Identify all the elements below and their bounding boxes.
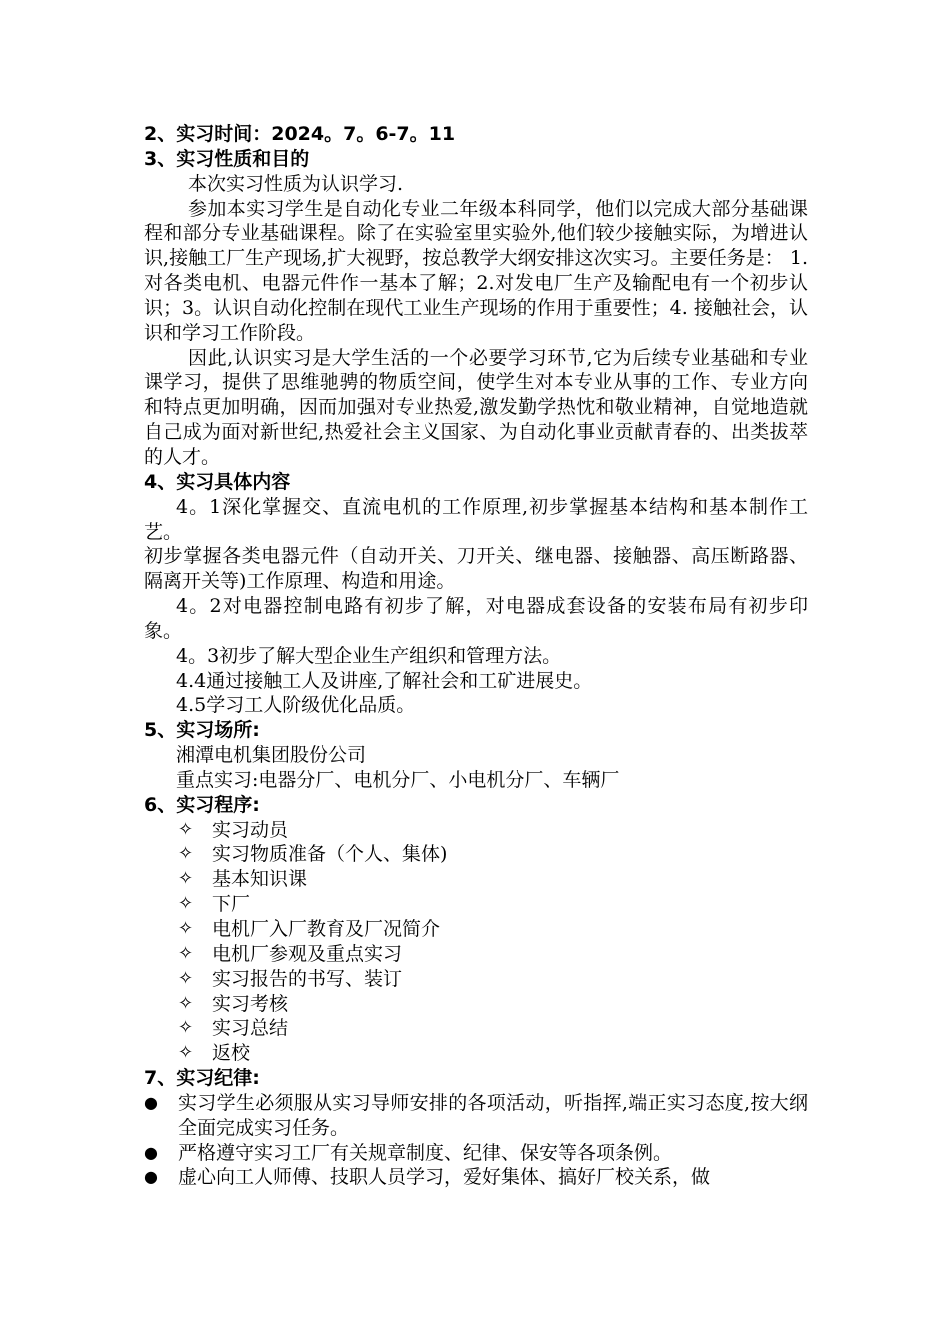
list-item xyxy=(144,1091,808,1141)
bullet-icon: ● xyxy=(144,1167,158,1187)
list-item xyxy=(144,1016,808,1041)
document-page xyxy=(144,122,808,1190)
content-item-1b: 初步掌握各类电器元件（自动开关、刀开关、继电器、接触器、高压断路器、隔离开关等)工作原理、构造和用途。 xyxy=(144,545,808,593)
section-venue-heading: 5、实习场所: xyxy=(144,719,260,742)
list-item xyxy=(144,992,808,1017)
step-label: 基本知识课 xyxy=(212,868,308,891)
procedure-steps xyxy=(144,818,808,1066)
section-discipline-heading: 7、实习纪律: xyxy=(144,1067,260,1090)
rule-text: 实习学生必须服从实习导师安排的各项活动，听指挥,端正实习态度,按大纲全面完成实习任务。 xyxy=(178,1091,808,1139)
list-item xyxy=(144,967,808,992)
step-label: 电机厂入厂教育及厂况简介 xyxy=(212,918,441,940)
four-pointed-star-icon: ✧ xyxy=(178,893,194,915)
step-label: 实习物质准备（个人、集体) xyxy=(212,843,448,866)
list-item xyxy=(144,892,808,917)
list-item xyxy=(144,917,808,942)
four-pointed-star-icon: ✧ xyxy=(178,1017,194,1039)
bullet-icon: ● xyxy=(144,1142,158,1162)
list-item xyxy=(144,1141,808,1166)
step-label: 实习报告的书写、装订 xyxy=(212,967,403,990)
content-item-1: 4。1深化掌握交、直流电机的工作原理,初步掌握基本结构和基本制作工艺。 xyxy=(144,495,808,543)
nature-paragraph-1: 本次实习性质为认识学习. xyxy=(188,172,404,195)
step-label: 下厂 xyxy=(212,893,251,916)
rule-text: 虚心向工人师傅、技职人员学习，爱好集体、搞好厂校关系，做 xyxy=(178,1166,711,1189)
bullet-icon: ● xyxy=(144,1092,158,1112)
step-label: 电机厂参观及重点实习 xyxy=(212,942,403,965)
content-item-5: 4.5学习工人阶级优化品质。 xyxy=(176,694,416,717)
venue-focus: 重点实习:电器分厂、电机分厂、小电机分厂、车辆厂 xyxy=(176,768,620,791)
section-procedure-heading: 6、实习程序: xyxy=(144,793,260,816)
section-time-heading: 2、实习时间：2024。7。6-7。11 xyxy=(144,123,456,145)
four-pointed-star-icon: ✧ xyxy=(178,868,194,890)
nature-paragraph-3: 因此,认识实习是大学生活的一个必要学习环节,它为后续专业基础和专业课学习，提供了思维驰骋的物质空间，使学生对本专业从事的工作、专业方向和特点更加明确，因而加强对专业热爱,激发勤学热忱和敬业精神，自觉地造就自己成为面对新世纪,热爱社会主义国家、为自动化事业贡献青春的、出类拔萃的人才。 xyxy=(144,346,808,468)
section-nature-heading: 3、实习性质和目的 xyxy=(144,147,310,170)
venue-company: 湘潭电机集团股份公司 xyxy=(176,744,367,767)
four-pointed-star-icon: ✧ xyxy=(178,992,194,1014)
step-label: 实习动员 xyxy=(212,818,289,841)
step-label: 返校 xyxy=(212,1042,251,1065)
step-label: 实习考核 xyxy=(212,992,289,1015)
section-content-heading: 4、实习具体内容 xyxy=(144,470,291,493)
four-pointed-star-icon: ✧ xyxy=(178,918,194,939)
list-item xyxy=(144,1165,808,1190)
list-item xyxy=(144,818,808,843)
list-item xyxy=(144,1041,808,1066)
list-item xyxy=(144,867,808,892)
four-pointed-star-icon: ✧ xyxy=(178,967,194,989)
content-item-2: 4。2对电器控制电路有初步了解，对电器成套设备的安装布局有初步印象。 xyxy=(144,595,808,642)
discipline-rules xyxy=(144,1091,808,1190)
list-item xyxy=(144,842,808,867)
content-item-3: 4。3初步了解大型企业生产组织和管理方法。 xyxy=(176,644,562,667)
four-pointed-star-icon: ✧ xyxy=(178,843,194,865)
content-item-4: 4.4通过接触工人及讲座,了解社会和工矿进展史。 xyxy=(176,669,593,692)
nature-paragraph-2: 参加本实习学生是自动化专业二年级本科同学，他们以完成大部分基础课程和部分专业基础课程。除了在实验室里实验外,他们较少接触实际，为增进认识,接触工厂生产现场,扩大视野，按总教学大纲安排这次实习。主要任务是： 1. 对各类电机、电器元件作一基本了解；2.对发电厂生产及输配电有一个初步认识；3。认识自动化控制在现代工业生产现场的作用于重要性；4. 接触社会，认识和学习工作阶段。 xyxy=(144,197,808,344)
four-pointed-star-icon: ✧ xyxy=(178,942,194,964)
four-pointed-star-icon: ✧ xyxy=(178,818,194,840)
step-label: 实习总结 xyxy=(212,1017,289,1040)
rule-text: 严格遵守实习工厂有关规章制度、纪律、保安等各项条例。 xyxy=(178,1141,673,1164)
list-item xyxy=(144,942,808,967)
four-pointed-star-icon: ✧ xyxy=(178,1042,194,1064)
